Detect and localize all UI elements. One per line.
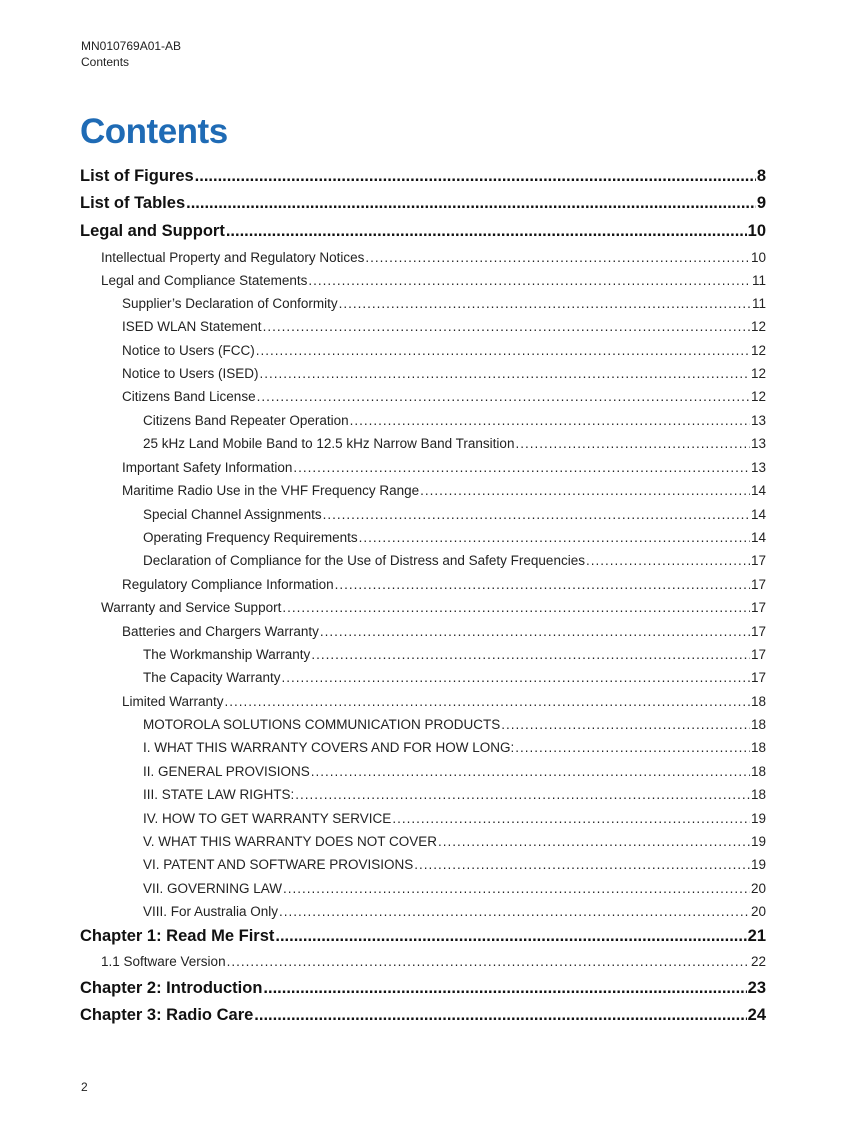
toc-entry-page: 17 — [750, 647, 766, 662]
toc-entry[interactable] — [143, 834, 766, 852]
toc-entry-page: 10 — [750, 250, 766, 265]
toc-leader-dots — [501, 717, 750, 732]
toc-entry[interactable] — [143, 553, 766, 571]
toc-entry[interactable] — [122, 483, 766, 501]
toc-entry-title: Supplier’s Declaration of Conformity — [122, 296, 338, 311]
toc-entry-page: 17 — [750, 600, 766, 615]
toc-leader-dots — [586, 553, 750, 568]
toc-entry-page: 12 — [750, 319, 766, 334]
toc-leader-dots — [279, 904, 750, 919]
toc-entry-title: The Capacity Warranty — [143, 670, 281, 685]
toc-entry-page: 22 — [750, 954, 766, 969]
toc-leader-dots — [359, 530, 750, 545]
page-title: Contents — [80, 112, 228, 151]
toc-entry[interactable] — [122, 694, 766, 712]
toc-leader-dots — [254, 1006, 746, 1025]
toc-entry-title: VIII. For Australia Only — [143, 904, 279, 919]
toc-leader-dots — [515, 436, 750, 451]
toc-leader-dots — [275, 927, 746, 946]
toc-entry-title: Regulatory Compliance Information — [122, 577, 334, 592]
toc-entry-title: Batteries and Chargers Warranty — [122, 624, 319, 639]
toc-entry-title: Legal and Compliance Statements — [101, 273, 308, 288]
toc-entry-title: Chapter 2: Introduction — [80, 979, 263, 997]
toc-entry[interactable] — [143, 787, 766, 805]
toc-entry-page: 19 — [750, 811, 766, 826]
toc-entry-page: 19 — [750, 857, 766, 872]
toc-entry[interactable] — [143, 740, 766, 758]
toc-leader-dots — [257, 389, 750, 404]
toc-entry-page: 17 — [750, 577, 766, 592]
toc-entry-page: 11 — [751, 296, 766, 311]
toc-entry[interactable] — [122, 343, 766, 361]
toc-entry-title: ISED WLAN Statement — [122, 319, 262, 334]
toc-entry-page: 18 — [750, 717, 766, 732]
toc-leader-dots — [195, 167, 756, 186]
toc-entry[interactable] — [143, 530, 766, 548]
toc-leader-dots — [260, 366, 750, 381]
toc-entry-title: Notice to Users (FCC) — [122, 343, 255, 358]
toc-entry[interactable] — [143, 717, 766, 735]
toc-entry-page: 10 — [747, 222, 766, 240]
toc-entry-title: VI. PATENT AND SOFTWARE PROVISIONS — [143, 857, 414, 872]
running-header — [81, 38, 181, 70]
toc-entry-title: Warranty and Service Support — [101, 600, 282, 615]
toc-entry-page: 14 — [750, 507, 766, 522]
toc-entry[interactable] — [122, 319, 766, 337]
toc-leader-dots — [311, 764, 750, 779]
toc-entry-title: Important Safety Information — [122, 460, 293, 475]
toc-entry[interactable] — [122, 296, 766, 314]
toc-entry-page: 8 — [756, 167, 766, 185]
toc-entry-page: 11 — [751, 273, 766, 288]
toc-entry-page: 20 — [750, 881, 766, 896]
toc-entry[interactable] — [101, 250, 766, 268]
toc-entry[interactable] — [143, 904, 766, 922]
toc-entry-page: 13 — [750, 460, 766, 475]
toc-entry-title: 1.1 Software Version — [101, 954, 226, 969]
toc-entry[interactable] — [80, 222, 766, 244]
toc-entry-page: 14 — [750, 483, 766, 498]
toc-entry[interactable] — [80, 927, 766, 949]
toc-entry[interactable] — [122, 624, 766, 642]
toc-entry[interactable] — [122, 366, 766, 384]
toc-entry-page: 13 — [750, 436, 766, 451]
header-section: Contents — [81, 55, 130, 69]
toc-leader-dots — [283, 881, 750, 896]
toc-entry[interactable] — [122, 460, 766, 478]
toc-entry-page: 17 — [750, 670, 766, 685]
toc-entry[interactable] — [143, 764, 766, 782]
toc-entry[interactable] — [143, 670, 766, 688]
toc-entry-title: Chapter 3: Radio Care — [80, 1006, 254, 1024]
toc-entry-page: 14 — [750, 530, 766, 545]
toc-entry[interactable] — [122, 577, 766, 595]
toc-entry-title: II. GENERAL PROVISIONS — [143, 764, 310, 779]
toc-entry[interactable] — [80, 1006, 766, 1028]
toc-entry-page: 20 — [750, 904, 766, 919]
toc-entry-title: Chapter 1: Read Me First — [80, 927, 275, 945]
toc-leader-dots — [256, 343, 750, 358]
toc-leader-dots — [438, 834, 750, 849]
toc-leader-dots — [227, 954, 750, 969]
toc-leader-dots — [293, 460, 750, 475]
toc-entry-title: The Workmanship Warranty — [143, 647, 311, 662]
toc-entry-title: Declaration of Compliance for the Use of Distress and Safety Frequencies — [143, 553, 585, 568]
toc-entry-title: Operating Frequency Requirements — [143, 530, 358, 545]
toc-leader-dots — [263, 979, 746, 998]
toc-entry-title: Special Channel Assignments — [143, 507, 322, 522]
toc-entry-title: MOTOROLA SOLUTIONS COMMUNICATION PRODUCTS — [143, 717, 501, 732]
toc-entry[interactable] — [143, 857, 766, 875]
toc-leader-dots — [320, 624, 750, 639]
toc-entry-page: 23 — [747, 979, 766, 997]
toc-leader-dots — [420, 483, 750, 498]
toc-entry-page: 18 — [750, 787, 766, 802]
toc-entry-title: V. WHAT THIS WARRANTY DOES NOT COVER — [143, 834, 438, 849]
toc-leader-dots — [339, 296, 751, 311]
toc-entry-title: 25 kHz Land Mobile Band to 12.5 kHz Narrow Band Transition — [143, 436, 515, 451]
toc-leader-dots — [225, 694, 750, 709]
toc-entry[interactable] — [143, 436, 766, 454]
toc-entry[interactable] — [143, 507, 766, 525]
toc-leader-dots — [263, 319, 750, 334]
toc-leader-dots — [226, 222, 747, 241]
toc-entry-title: I. WHAT THIS WARRANTY COVERS AND FOR HOW LONG: — [143, 740, 515, 755]
toc-leader-dots — [282, 600, 750, 615]
toc-entry-page: 19 — [750, 834, 766, 849]
toc-entry-page: 21 — [747, 927, 766, 945]
toc-entry-page: 13 — [750, 413, 766, 428]
toc-entry[interactable] — [80, 979, 766, 1001]
toc-entry-page: 17 — [750, 553, 766, 568]
page-number: 2 — [81, 1080, 88, 1094]
toc-entry-title: VII. GOVERNING LAW — [143, 881, 283, 896]
toc-entry-title: Maritime Radio Use in the VHF Frequency Range — [122, 483, 420, 498]
toc-leader-dots — [186, 194, 756, 213]
toc-entry-title: Citizens Band License — [122, 389, 256, 404]
toc-entry-title: Limited Warranty — [122, 694, 224, 709]
toc-entry-page: 24 — [747, 1006, 766, 1024]
toc-entry[interactable] — [80, 194, 766, 216]
toc-leader-dots — [365, 250, 750, 265]
toc-entry[interactable] — [122, 389, 766, 407]
toc-entry-page: 18 — [750, 764, 766, 779]
toc-entry[interactable] — [101, 954, 766, 972]
toc-entry-title: Notice to Users (ISED) — [122, 366, 259, 381]
toc-entry-page: 12 — [750, 343, 766, 358]
toc-entry[interactable] — [143, 647, 766, 665]
toc-entry-title: Intellectual Property and Regulatory Notices — [101, 250, 365, 265]
toc-leader-dots — [323, 507, 750, 522]
toc-entry-title: Legal and Support — [80, 222, 225, 240]
toc-entry[interactable] — [143, 811, 766, 829]
toc-entry-page: 18 — [750, 740, 766, 755]
toc-entry[interactable] — [101, 600, 766, 618]
toc-leader-dots — [335, 577, 750, 592]
toc-leader-dots — [282, 670, 750, 685]
toc-entry-page: 12 — [750, 366, 766, 381]
toc-entry[interactable] — [143, 413, 766, 431]
toc-entry[interactable] — [143, 881, 766, 899]
toc-leader-dots — [414, 857, 750, 872]
toc-entry-page: 17 — [750, 624, 766, 639]
toc-entry-page: 12 — [750, 389, 766, 404]
toc-leader-dots — [311, 647, 750, 662]
toc-entry-title: IV. HOW TO GET WARRANTY SERVICE — [143, 811, 392, 826]
toc-entry-page: 18 — [750, 694, 766, 709]
toc-leader-dots — [392, 811, 750, 826]
document-id: MN010769A01-AB — [81, 39, 182, 53]
toc-entry[interactable] — [80, 167, 766, 189]
toc-entry-title: List of Figures — [80, 167, 194, 185]
toc-entry-title: List of Tables — [80, 194, 186, 212]
toc-leader-dots — [515, 740, 750, 755]
toc-leader-dots — [308, 273, 751, 288]
toc-leader-dots — [295, 787, 750, 802]
toc-leader-dots — [350, 413, 750, 428]
toc-entry-title: Citizens Band Repeater Operation — [143, 413, 349, 428]
toc-entry-title: III. STATE LAW RIGHTS: — [143, 787, 295, 802]
toc-entry[interactable] — [101, 273, 766, 291]
toc-entry-page: 9 — [756, 194, 766, 212]
